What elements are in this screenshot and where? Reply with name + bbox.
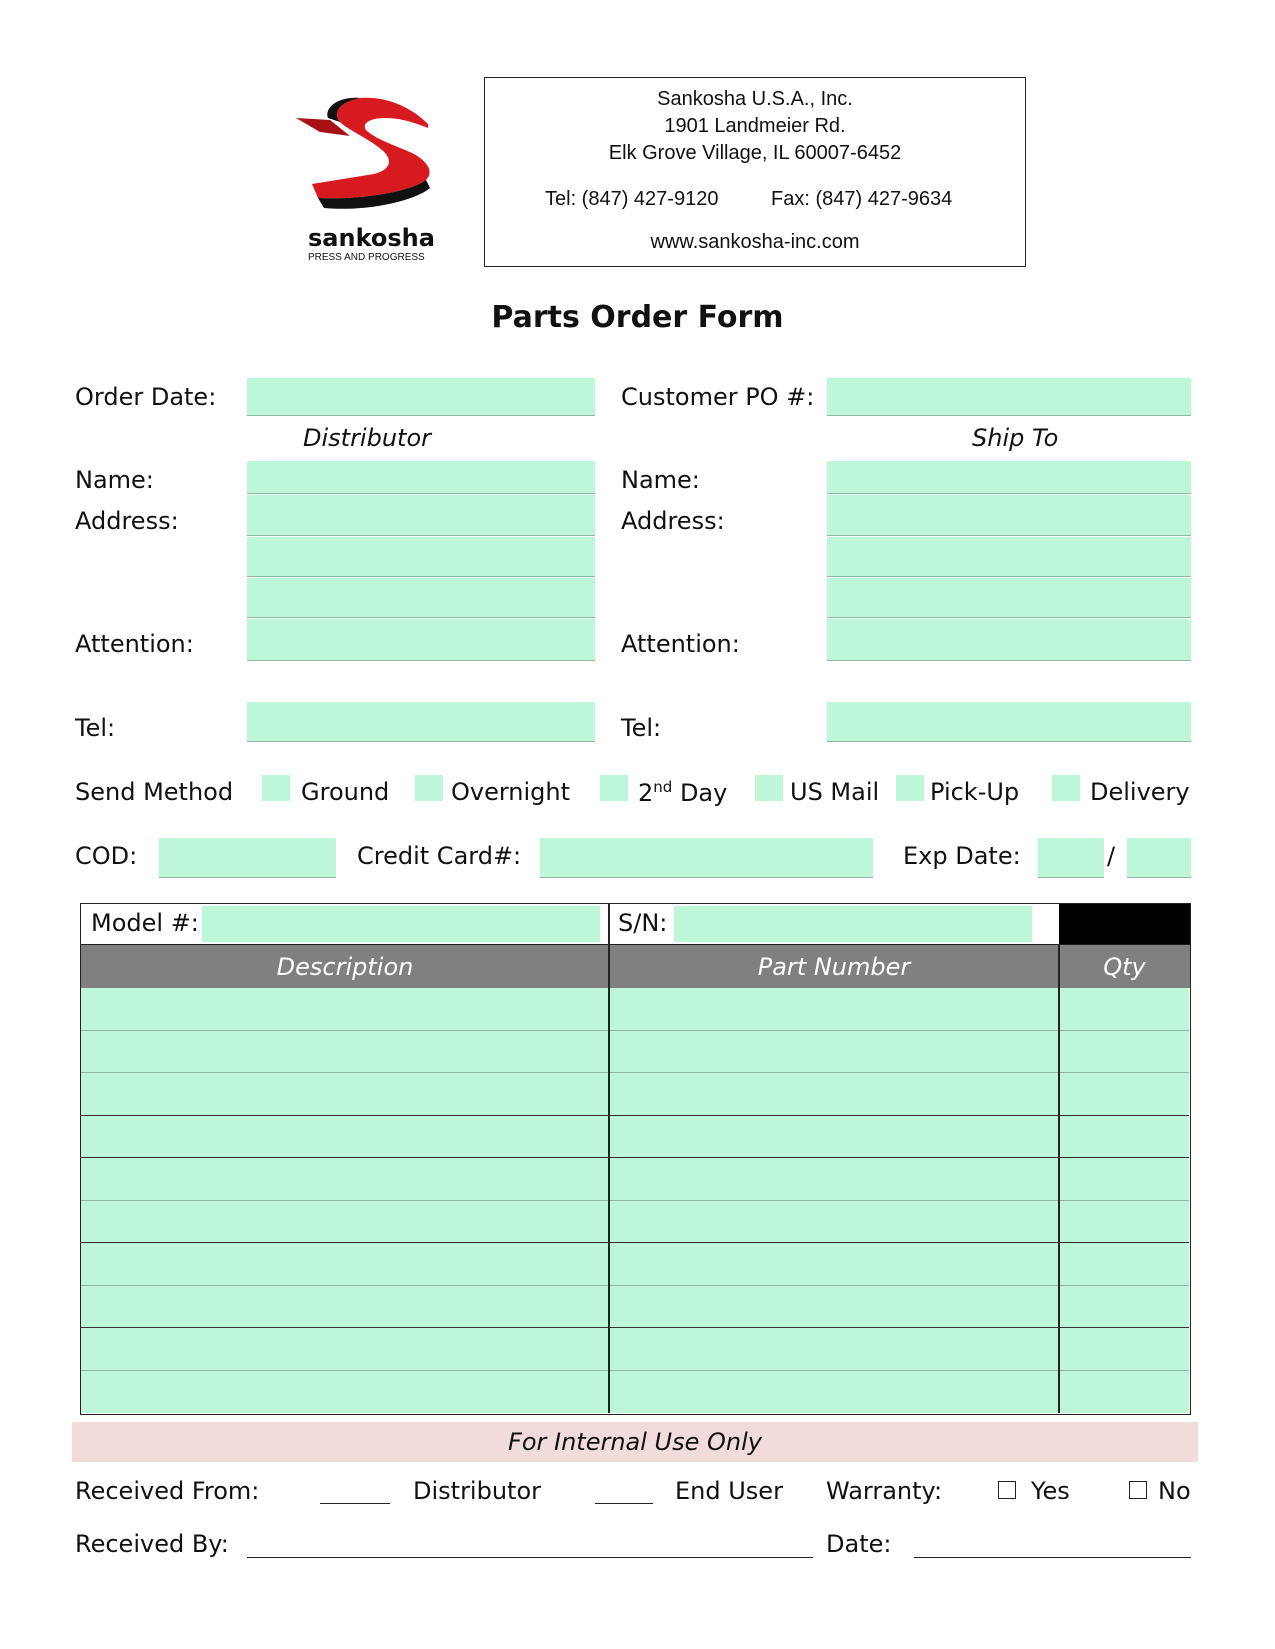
qty-cell[interactable] — [1060, 1371, 1190, 1414]
ship-to-name-field[interactable] — [827, 461, 1191, 494]
description-cell[interactable] — [81, 1073, 608, 1116]
black-filler-cell — [1059, 904, 1190, 944]
model-sn-row — [80, 903, 1191, 945]
credit-card-field[interactable] — [540, 838, 873, 878]
received-from-label: Received From: — [75, 1477, 260, 1505]
distributor-option-label: Distributor — [413, 1477, 542, 1505]
credit-card-label: Credit Card#: — [357, 842, 522, 870]
ground-checkbox[interactable] — [262, 775, 290, 801]
ground-label: Ground — [301, 778, 390, 806]
exp-month-field[interactable] — [1038, 838, 1104, 878]
cod-label: COD: — [75, 842, 138, 870]
ship-to-heading: Ship To — [972, 424, 1059, 452]
second-day-checkbox[interactable] — [600, 775, 628, 801]
ship-to-address-line-1[interactable] — [827, 495, 1191, 536]
qty-cell[interactable] — [1060, 1286, 1190, 1329]
part-number-cell[interactable] — [610, 1073, 1058, 1116]
received-by-line[interactable] — [247, 1557, 813, 1558]
model-number-label: Model #: — [91, 909, 199, 937]
qty-cell[interactable] — [1060, 1158, 1190, 1201]
cod-field[interactable] — [159, 838, 336, 878]
table-row — [81, 988, 1189, 1031]
serial-number-field[interactable] — [674, 906, 1032, 942]
sankosha-s-icon — [290, 88, 450, 218]
overnight-checkbox[interactable] — [415, 775, 443, 801]
part-number-cell[interactable] — [610, 1286, 1058, 1329]
table-row — [81, 1371, 1189, 1414]
pickup-label: Pick-Up — [930, 778, 1020, 806]
ship-to-name-label: Name: — [621, 466, 700, 494]
part-number-cell[interactable] — [610, 1201, 1058, 1244]
ship-to-tel-field[interactable] — [827, 702, 1191, 742]
parts-body — [80, 988, 1191, 1415]
column-divider — [1058, 988, 1060, 1413]
distributor-name-label: Name: — [75, 466, 154, 494]
part-number-cell[interactable] — [610, 1031, 1058, 1074]
logo-wordmark: sankosha — [308, 224, 435, 252]
us-mail-checkbox[interactable] — [755, 775, 783, 801]
part-number-cell[interactable] — [610, 1116, 1058, 1159]
second-day-number: 2 — [638, 779, 654, 807]
part-number-cell[interactable] — [610, 1328, 1058, 1371]
description-cell[interactable] — [81, 1116, 608, 1159]
ship-to-address-line-3[interactable] — [827, 578, 1191, 618]
distributor-address-line-2[interactable] — [247, 537, 595, 577]
distributor-address-label: Address: — [75, 507, 179, 535]
description-cell[interactable] — [81, 1031, 608, 1074]
exp-date-separator: / — [1107, 842, 1116, 870]
ship-to-attention-field[interactable] — [827, 619, 1191, 661]
description-cell[interactable] — [81, 1243, 608, 1286]
ship-to-address-line-2[interactable] — [827, 537, 1191, 577]
company-tel: Tel: (847) 427-9120 — [545, 188, 719, 210]
qty-cell[interactable] — [1060, 988, 1190, 1031]
part-number-cell[interactable] — [610, 988, 1058, 1031]
description-cell[interactable] — [81, 1371, 608, 1414]
qty-cell[interactable] — [1060, 1201, 1190, 1244]
company-city: Elk Grove Village, IL 60007-6452 — [608, 142, 902, 164]
ship-to-attention-label: Attention: — [621, 630, 740, 658]
qty-cell[interactable] — [1060, 1073, 1190, 1116]
table-row — [81, 1328, 1189, 1371]
order-date-label: Order Date: — [75, 383, 217, 411]
overnight-label: Overnight — [451, 778, 571, 806]
company-info-box — [484, 77, 1026, 267]
parts-header-row — [80, 945, 1191, 988]
part-number-cell[interactable] — [610, 1371, 1058, 1414]
part-number-cell[interactable] — [610, 1243, 1058, 1286]
company-website[interactable]: www.sankosha-inc.com — [650, 231, 860, 253]
order-date-field[interactable] — [247, 378, 595, 416]
distributor-attention-field[interactable] — [247, 619, 595, 661]
description-cell[interactable] — [81, 1328, 608, 1371]
qty-cell[interactable] — [1060, 1116, 1190, 1159]
distributor-address-line-1[interactable] — [247, 495, 595, 536]
warranty-no-checkbox[interactable] — [1129, 1481, 1147, 1499]
ship-to-tel-label: Tel: — [621, 714, 662, 742]
send-method-label: Send Method — [75, 778, 234, 806]
distributor-tel-field[interactable] — [247, 702, 595, 742]
us-mail-label: US Mail — [790, 778, 880, 806]
model-sn-divider — [608, 904, 610, 944]
company-street: 1901 Landmeier Rd. — [664, 115, 846, 137]
description-cell[interactable] — [81, 1286, 608, 1329]
description-cell[interactable] — [81, 988, 608, 1031]
company-fax: Fax: (847) 427-9634 — [771, 188, 953, 210]
distributor-heading: Distributor — [303, 424, 432, 452]
description-cell[interactable] — [81, 1158, 608, 1201]
second-day-word: Day — [679, 779, 728, 807]
warranty-label: Warranty: — [826, 1477, 943, 1505]
second-day-label — [638, 778, 727, 807]
table-row — [81, 1116, 1189, 1159]
form-title: Parts Order Form — [491, 300, 784, 335]
description-column-header: Description — [276, 953, 414, 981]
parts-rows — [81, 988, 1189, 1413]
serial-number-label: S/N: — [618, 909, 668, 937]
table-row — [81, 1243, 1189, 1286]
table-row — [81, 1286, 1189, 1329]
ship-to-address-label: Address: — [621, 507, 725, 535]
delivery-label: Delivery — [1090, 778, 1190, 806]
exp-date-label: Exp Date: — [903, 842, 1021, 870]
warranty-yes-label: Yes — [1031, 1477, 1070, 1505]
delivery-checkbox[interactable] — [1052, 775, 1080, 801]
warranty-yes-checkbox[interactable] — [998, 1481, 1016, 1499]
qty-cell[interactable] — [1060, 1243, 1190, 1286]
distributor-address-line-3[interactable] — [247, 578, 595, 618]
distributor-name-field[interactable] — [247, 461, 595, 494]
exp-year-field[interactable] — [1127, 838, 1191, 878]
qty-cell[interactable] — [1060, 1328, 1190, 1371]
date-label: Date: — [826, 1530, 892, 1558]
distributor-tel-label: Tel: — [75, 714, 116, 742]
qty-column-header: Qty — [1103, 953, 1146, 981]
model-number-field[interactable] — [202, 906, 600, 942]
distributor-blank[interactable] — [320, 1503, 390, 1504]
customer-po-field[interactable] — [827, 378, 1191, 416]
column-divider — [608, 988, 610, 1413]
end-user-option-label: End User — [675, 1477, 783, 1505]
second-day-suffix: nd — [653, 778, 673, 796]
logo-tagline: PRESS AND PROGRESS — [308, 252, 425, 263]
table-row — [81, 1201, 1189, 1244]
table-row — [81, 1073, 1189, 1116]
end-user-blank[interactable] — [595, 1503, 653, 1504]
customer-po-label: Customer PO #: — [621, 383, 815, 411]
company-logo — [290, 88, 450, 268]
date-line[interactable] — [914, 1557, 1191, 1558]
table-row — [81, 1158, 1189, 1201]
part-number-cell[interactable] — [610, 1158, 1058, 1201]
description-cell[interactable] — [81, 1201, 608, 1244]
warranty-no-label: No — [1158, 1477, 1191, 1505]
pickup-checkbox[interactable] — [896, 775, 924, 801]
distributor-attention-label: Attention: — [75, 630, 194, 658]
qty-cell[interactable] — [1060, 1031, 1190, 1074]
part-number-column-header: Part Number — [757, 953, 911, 981]
company-name: Sankosha U.S.A., Inc. — [657, 88, 853, 110]
internal-use-text: For Internal Use Only — [508, 1428, 762, 1456]
table-row — [81, 1031, 1189, 1074]
received-by-label: Received By: — [75, 1530, 229, 1558]
internal-use-banner — [72, 1422, 1198, 1462]
